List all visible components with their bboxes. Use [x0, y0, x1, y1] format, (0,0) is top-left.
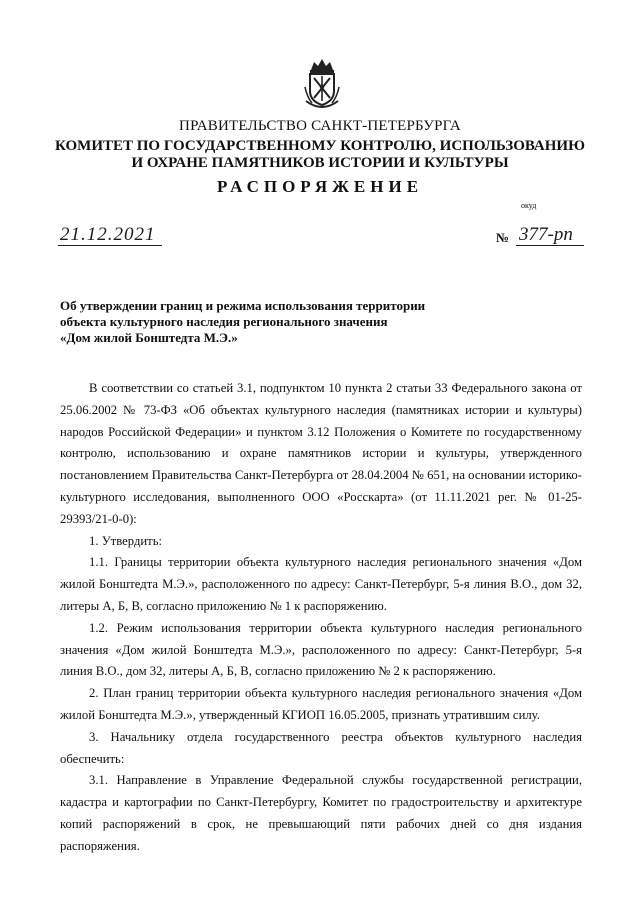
title-line-2: объекта культурного наследия регионального значения — [60, 314, 388, 329]
clause-1-2: 1.2. Режим использования территории объекта культурного наследия регионального значения «Дом жилой Бонштедта М.Э.», расположенного по адресу: Санкт-Петербург, 5-я линия В.О., дом 32, литеры А, Б, В, согласно приложению № 2 к распоряжению. — [60, 620, 582, 679]
document-title — [60, 298, 425, 346]
document-type: РАСПОРЯЖЕНИЕ — [216, 177, 424, 196]
committee-line-1: КОМИТЕТ ПО ГОСУДАРСТВЕННОМУ КОНТРОЛЮ, ИСПОЛЬЗОВАНИЮ — [55, 138, 585, 154]
committee-name — [0, 138, 640, 172]
number-underline — [516, 245, 584, 246]
okud-label: окуд — [521, 201, 537, 210]
clause-1-1: 1.1. Границы территории объекта культурного наследия регионального значения «Дом жилой Бонштедта М.Э.», расположенного по адресу: Санкт-Петербург, 5-я линия В.О., дом 32, литеры А, Б, В, согласно приложению № 1 к распоряжению. — [60, 555, 582, 613]
number-sign: № — [496, 230, 510, 245]
preamble-paragraph: В соответствии со статьей 3.1, подпунктом 10 пункта 2 статьи 33 Федерального закона от 25.06.2002 № 73-ФЗ «Об объектах культурного наследия (памятниках истории и культуры) народов Российской Федерации» и пунктом 3.12 Положения о Комитете по государственному контролю, использованию и охране памятников истории и культуры, утвержденного постановлением Правительства Санкт-Петербурга от 28.04.2004 № 651, на основании историко-культурного исследования, выполненного ООО «Росскарта» (от 11.11.2021 рег. № 01-25-29393/21-0-0): — [60, 381, 582, 526]
clause-2: 2. План границ территории объекта культурного наследия регионального значения «Дом жилой Бонштедта М.Э.», утвержденный КГИОП 16.05.2005, признать утратившим силу. — [60, 686, 582, 722]
document-date: 21.12.2021 — [60, 224, 156, 245]
clause-3: 3. Начальнику отдела государственного реестра объектов культурного наследия обеспечить: — [60, 729, 582, 766]
title-line-3: «Дом жилой Бонштедта М.Э.» — [60, 330, 238, 345]
committee-line-2: И ОХРАНЕ ПАМЯТНИКОВ ИСТОРИИ И КУЛЬТУРЫ — [131, 155, 509, 171]
clause-1: 1. Утвердить: — [89, 533, 163, 548]
document-number: 377-рп — [519, 224, 573, 245]
title-line-1: Об утверждении границ и режима использования территории — [60, 298, 426, 313]
government-name: ПРАВИТЕЛЬСТВО САНКТ-ПЕТЕРБУРГА — [179, 118, 461, 134]
clause-3-1: 3.1. Направление в Управление Федеральной службы государственной регистрации, кадастра и картографии по Санкт-Петербургу, Комитет по градостроительству и архитектуре копий распоряжений в срок, не превышающий пяти рабочих дней со дня издания распоряжения. — [60, 773, 582, 853]
date-underline — [58, 245, 162, 246]
document-body — [60, 378, 582, 858]
coat-of-arms-icon — [303, 57, 341, 113]
